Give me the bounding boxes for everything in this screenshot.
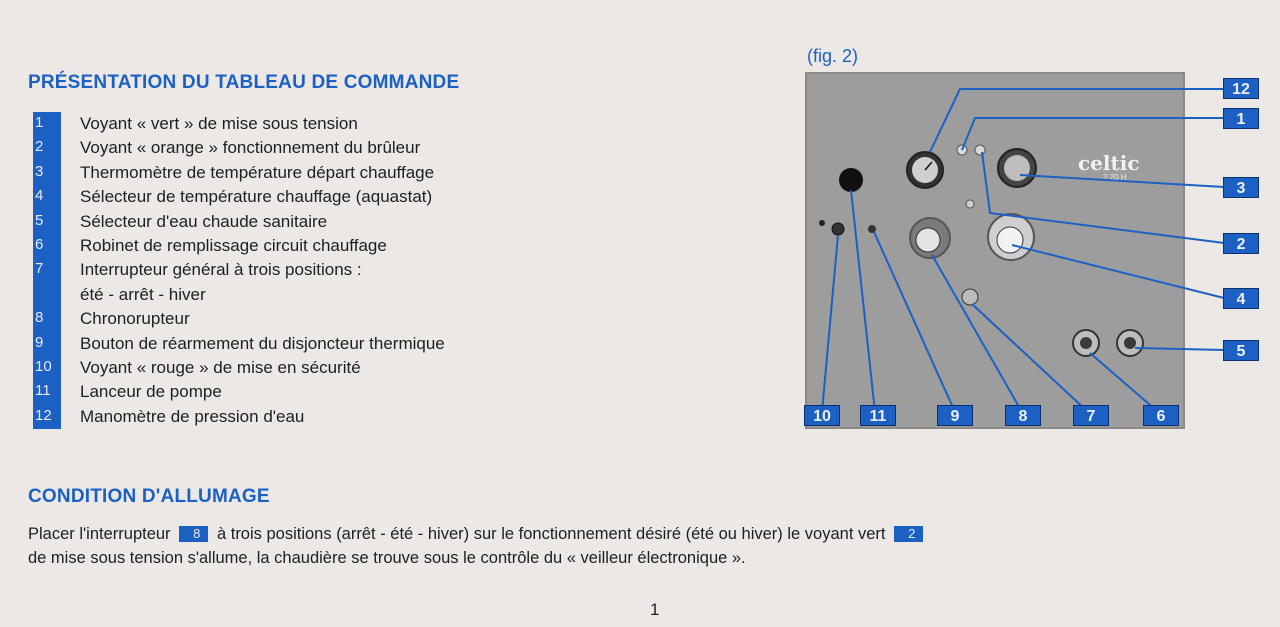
legend-number: 3 xyxy=(33,161,61,185)
model-label: 2.20 H xyxy=(1103,173,1127,182)
brand-logo: celtic xyxy=(1078,151,1140,175)
legend-text: Interrupteur général à trois positions : xyxy=(80,260,362,280)
legend-number: 12 xyxy=(33,405,61,429)
callout-2: 2 xyxy=(1223,233,1259,254)
legend-text: Lanceur de pompe xyxy=(80,382,222,402)
orange-light xyxy=(975,145,985,155)
legend-text: Voyant « orange » fonctionnement du brûleur xyxy=(80,138,421,158)
legend-text: été - arrêt - hiver xyxy=(80,284,206,304)
inline-ref-8: 8 xyxy=(179,526,208,542)
para-text: à trois positions (arrêt - été - hiver) sur le fonctionnement désiré (été ou hiver) le voyant vert xyxy=(216,525,886,543)
small-light xyxy=(966,200,974,208)
legend-number: 10 xyxy=(33,356,61,380)
callout-6: 6 xyxy=(1143,405,1179,426)
legend-number: 1 xyxy=(33,112,61,136)
legend-number: 7 xyxy=(33,258,61,282)
legend-text: Sélecteur d'eau chaude sanitaire xyxy=(80,211,328,231)
callout-4: 4 xyxy=(1223,288,1259,309)
figure-label: (fig. 2) xyxy=(807,46,859,66)
red-light xyxy=(832,223,844,235)
legend-number: 9 xyxy=(33,332,61,356)
callout-5: 5 xyxy=(1223,340,1259,361)
allumage-paragraph xyxy=(28,522,1258,570)
legend-number: 11 xyxy=(33,380,61,404)
callout-3: 3 xyxy=(1223,177,1259,198)
legend-text: Manomètre de pression d'eau xyxy=(80,406,305,426)
para-text: de mise sous tension s'allume, la chaudière se trouve sous le contrôle du « veilleur électronique ». xyxy=(28,549,746,567)
legend-text: Voyant « rouge » de mise en sécurité xyxy=(80,357,361,377)
callout-12: 12 xyxy=(1223,78,1259,99)
interrupter-hole xyxy=(839,168,863,192)
callout-9: 9 xyxy=(937,405,973,426)
legend-text: Robinet de remplissage circuit chauffage xyxy=(80,235,387,255)
legend-text: Voyant « vert » de mise sous tension xyxy=(80,114,358,133)
legend-text: Chronorupteur xyxy=(80,309,190,329)
callout-1: 1 xyxy=(1223,108,1259,129)
legend-number: 4 xyxy=(33,185,61,209)
callout-8: 8 xyxy=(1005,405,1041,426)
section-title-presentation: PRÉSENTATION DU TABLEAU DE COMMANDE xyxy=(28,72,460,93)
section-title-allumage: CONDITION D'ALLUMAGE xyxy=(28,486,270,507)
legend-number: 6 xyxy=(33,234,61,258)
legend-text: Sélecteur de température chauffage (aquastat) xyxy=(80,187,433,207)
inline-ref-2: 2 xyxy=(894,526,923,542)
main-switch xyxy=(962,289,978,305)
legend-number: 2 xyxy=(33,136,61,160)
callout-11: 11 xyxy=(860,405,896,426)
para-text: Placer l'interrupteur xyxy=(28,525,171,543)
legend-text: Bouton de réarmement du disjoncteur thermique xyxy=(80,333,445,353)
legend-number: 8 xyxy=(33,307,61,331)
legend-text: Thermomètre de température départ chauffage xyxy=(80,162,435,182)
callout-10: 10 xyxy=(804,405,840,426)
page-number: 1 xyxy=(650,600,660,619)
callout-7: 7 xyxy=(1073,405,1109,426)
legend-number: 5 xyxy=(33,210,61,234)
